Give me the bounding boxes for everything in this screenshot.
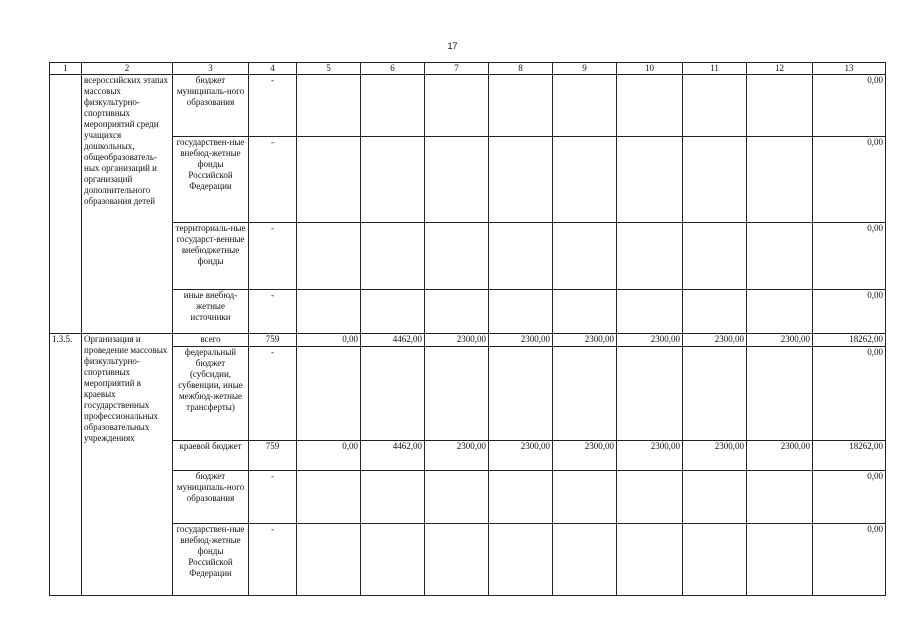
- page-number: 17: [447, 41, 458, 51]
- cell-c10: [617, 137, 683, 223]
- funding-source: территориаль-ные государст-венные внебюджетные фонды: [173, 223, 249, 290]
- cell-c8: [489, 75, 553, 137]
- cell-c9: [553, 75, 617, 137]
- cell-c5: [297, 75, 361, 137]
- cell-c4: 759: [249, 441, 297, 471]
- cell-c5: [297, 524, 361, 596]
- cell-c6: [361, 75, 425, 137]
- cell-c4: -: [249, 471, 297, 524]
- funding-source: федеральный бюджет (субсидии, субвенции, иные межбюд-жетные трансферты): [173, 347, 249, 441]
- cell-c9: [553, 223, 617, 290]
- cell-c5: [297, 347, 361, 441]
- cell-c7: 2300,00: [425, 334, 489, 347]
- cell-c4: -: [249, 223, 297, 290]
- funding-source: всего: [173, 334, 249, 347]
- cell-c6: [361, 223, 425, 290]
- cell-c5: 0,00: [297, 334, 361, 347]
- cell-c11: [683, 347, 747, 441]
- cell-c7: [425, 347, 489, 441]
- cell-c7: [425, 524, 489, 596]
- row-code: [50, 75, 82, 334]
- cell-c7: 2300,00: [425, 441, 489, 471]
- cell-c13: 0,00: [813, 524, 886, 596]
- header-cell: 12: [747, 63, 813, 75]
- cell-c8: [489, 524, 553, 596]
- cell-c11: [683, 290, 747, 334]
- cell-c11: 2300,00: [683, 334, 747, 347]
- table-row: [50, 223, 886, 290]
- header-cell: 6: [361, 63, 425, 75]
- header-cell: 7: [425, 63, 489, 75]
- cell-c8: [489, 471, 553, 524]
- table-row: [50, 137, 886, 223]
- funding-source: бюджет муниципаль-ного образования: [173, 75, 249, 137]
- funding-source: иные внебюд-жетные источники: [173, 290, 249, 334]
- cell-c7: [425, 223, 489, 290]
- funding-source: государствен-ные внебюд-жетные фонды Российской Федерации: [173, 137, 249, 223]
- cell-c4: -: [249, 290, 297, 334]
- header-cell: 3: [173, 63, 249, 75]
- funding-source: краевой бюджет: [173, 441, 249, 471]
- cell-c8: [489, 290, 553, 334]
- cell-c10: [617, 290, 683, 334]
- cell-c9: [553, 290, 617, 334]
- cell-c11: [683, 524, 747, 596]
- cell-c12: [747, 223, 813, 290]
- cell-c12: 2300,00: [747, 334, 813, 347]
- cell-c13: 0,00: [813, 137, 886, 223]
- cell-c7: [425, 75, 489, 137]
- cell-c12: [747, 524, 813, 596]
- table-row: [50, 441, 886, 471]
- cell-c6: [361, 290, 425, 334]
- cell-c8: [489, 347, 553, 441]
- cell-c4: -: [249, 524, 297, 596]
- cell-c13: 18262,00: [813, 334, 886, 347]
- cell-c10: [617, 75, 683, 137]
- header-cell: 10: [617, 63, 683, 75]
- cell-c12: [747, 347, 813, 441]
- header-cell: 13: [813, 63, 886, 75]
- cell-c13: 0,00: [813, 223, 886, 290]
- cell-c10: [617, 471, 683, 524]
- header-cell: 8: [489, 63, 553, 75]
- cell-c7: [425, 137, 489, 223]
- table-row: [50, 347, 886, 441]
- cell-c8: [489, 137, 553, 223]
- cell-c11: [683, 75, 747, 137]
- cell-c6: [361, 137, 425, 223]
- header-row: [50, 63, 886, 75]
- header-cell: 11: [683, 63, 747, 75]
- budget-table: [49, 62, 886, 596]
- cell-c8: 2300,00: [489, 441, 553, 471]
- table-row: [50, 524, 886, 596]
- cell-c5: [297, 137, 361, 223]
- cell-c5: [297, 471, 361, 524]
- cell-c11: [683, 471, 747, 524]
- cell-c9: 2300,00: [553, 441, 617, 471]
- table-row: [50, 334, 886, 347]
- cell-c9: 2300,00: [553, 334, 617, 347]
- cell-c6: 4462,00: [361, 334, 425, 347]
- cell-c9: [553, 471, 617, 524]
- cell-c8: 2300,00: [489, 334, 553, 347]
- cell-c6: [361, 347, 425, 441]
- table-row: [50, 75, 886, 137]
- cell-c4: -: [249, 137, 297, 223]
- funding-source: государствен-ные внебюд-жетные фонды Российской Федерации: [173, 524, 249, 596]
- cell-c9: [553, 347, 617, 441]
- cell-c11: 2300,00: [683, 441, 747, 471]
- cell-c4: 759: [249, 334, 297, 347]
- cell-c12: [747, 75, 813, 137]
- cell-c10: [617, 524, 683, 596]
- header-cell: 4: [249, 63, 297, 75]
- cell-c5: 0,00: [297, 441, 361, 471]
- cell-c13: 18262,00: [813, 441, 886, 471]
- cell-c12: [747, 290, 813, 334]
- cell-c10: [617, 347, 683, 441]
- row-code: 1.3.5.: [50, 334, 82, 596]
- measure-name: Организация и проведение массовых физкультурно-спортивных мероприятий в краевых государственных профессиональных образовательных учреждениях: [82, 334, 173, 596]
- cell-c6: [361, 471, 425, 524]
- cell-c12: [747, 471, 813, 524]
- cell-c12: [747, 137, 813, 223]
- cell-c10: 2300,00: [617, 334, 683, 347]
- cell-c7: [425, 471, 489, 524]
- cell-c10: [617, 223, 683, 290]
- cell-c13: 0,00: [813, 75, 886, 137]
- cell-c10: 2300,00: [617, 441, 683, 471]
- header-cell: 1: [50, 63, 82, 75]
- cell-c6: [361, 524, 425, 596]
- cell-c5: [297, 223, 361, 290]
- cell-c4: -: [249, 347, 297, 441]
- header-cell: 9: [553, 63, 617, 75]
- header-cell: 2: [82, 63, 173, 75]
- cell-c4: -: [249, 75, 297, 137]
- table-row: [50, 471, 886, 524]
- measure-name: всероссийских этапах массовых физкультурно-спортивных мероприятий среди учащихся дошкольных, общеобразователь-ных организаций и организаций дополнительного образования детей: [82, 75, 173, 334]
- cell-c7: [425, 290, 489, 334]
- cell-c5: [297, 290, 361, 334]
- cell-c13: 0,00: [813, 290, 886, 334]
- cell-c6: 4462,00: [361, 441, 425, 471]
- cell-c11: [683, 137, 747, 223]
- header-cell: 5: [297, 63, 361, 75]
- cell-c9: [553, 524, 617, 596]
- table-row: [50, 290, 886, 334]
- cell-c8: [489, 223, 553, 290]
- cell-c12: 2300,00: [747, 441, 813, 471]
- cell-c9: [553, 137, 617, 223]
- cell-c13: 0,00: [813, 347, 886, 441]
- cell-c11: [683, 223, 747, 290]
- cell-c13: 0,00: [813, 471, 886, 524]
- funding-source: бюджет муниципаль-ного образования: [173, 471, 249, 524]
